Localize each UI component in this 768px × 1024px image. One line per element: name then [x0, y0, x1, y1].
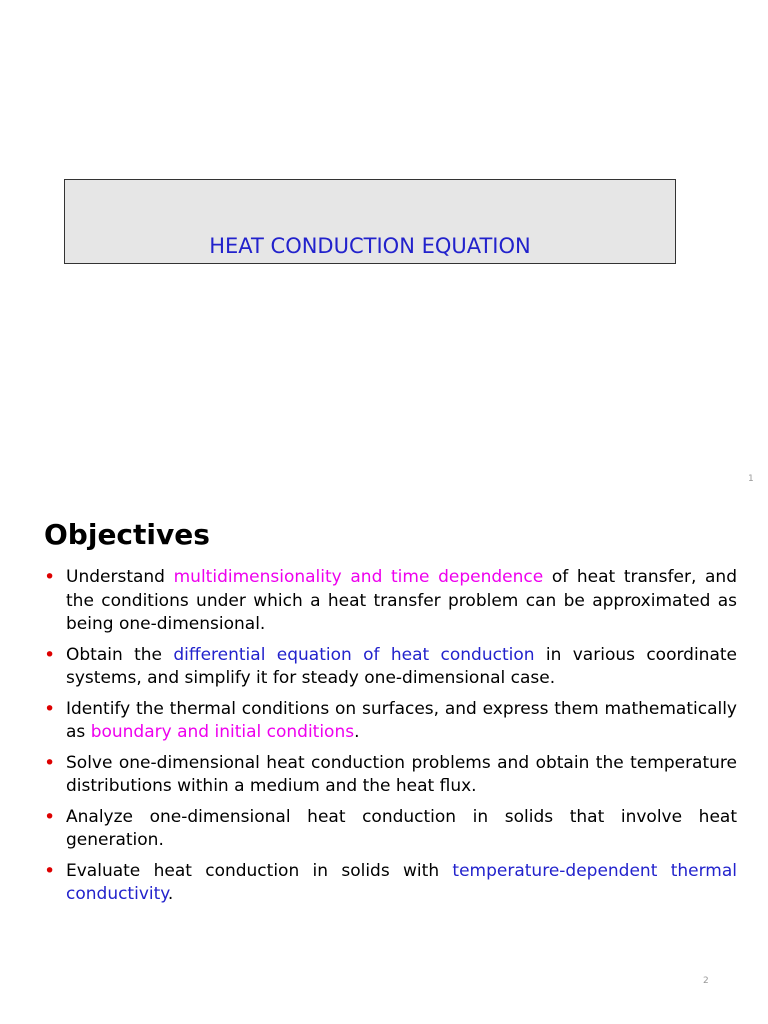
bullet-icon: •: [44, 859, 56, 882]
objective-text: Obtain the: [66, 644, 174, 665]
objective-text: Understand: [66, 567, 174, 587]
objective-text: of heat transfer, and the conditions under which a heat transfer problem can be approximated as being one-dimensional.: [66, 567, 737, 634]
objective-highlight: temperature-dependent thermal conductivity: [66, 860, 737, 904]
objective-text: .: [354, 722, 360, 742]
objective-item: [44, 566, 737, 637]
title-box: [64, 179, 676, 264]
objective-text: Evaluate heat conduction in solids with: [66, 860, 453, 881]
objective-text: Identify the thermal conditions on surfaces, and express them mathematically as: [66, 698, 737, 742]
objective-text: .: [167, 884, 174, 904]
objective-highlight: differential equation of heat conduction: [173, 644, 535, 665]
slide-2: [0, 512, 768, 1024]
objective-text: Analyze one-dimensional heat conduction in solids that involve heat generation.: [66, 806, 737, 850]
objective-item: [44, 806, 737, 853]
objectives-heading: Objectives: [44, 518, 210, 551]
objective-text: in various coordinate systems, and simplify it for steady one-dimensional case.: [66, 644, 737, 688]
page-number: 1: [748, 474, 754, 484]
bullet-icon: •: [44, 643, 56, 666]
objective-highlight: multidimensionality and time dependence: [173, 567, 544, 587]
bullet-icon: •: [44, 566, 56, 588]
bullet-icon: •: [44, 805, 56, 828]
objective-highlight: boundary and initial conditions: [90, 722, 355, 742]
page-number: 2: [703, 976, 709, 986]
objectives-list: [44, 566, 737, 914]
objective-item: [44, 860, 737, 907]
objective-item: [44, 644, 737, 691]
objective-item: [44, 752, 737, 799]
bullet-icon: •: [44, 697, 56, 720]
slide-title: HEAT CONDUCTION EQUATION: [209, 234, 531, 258]
objective-text: Solve one-dimensional heat conduction problems and obtain the temperature distributions within a medium and the heat flux.: [66, 752, 737, 796]
objective-item: [44, 698, 737, 745]
bullet-icon: •: [44, 751, 56, 774]
